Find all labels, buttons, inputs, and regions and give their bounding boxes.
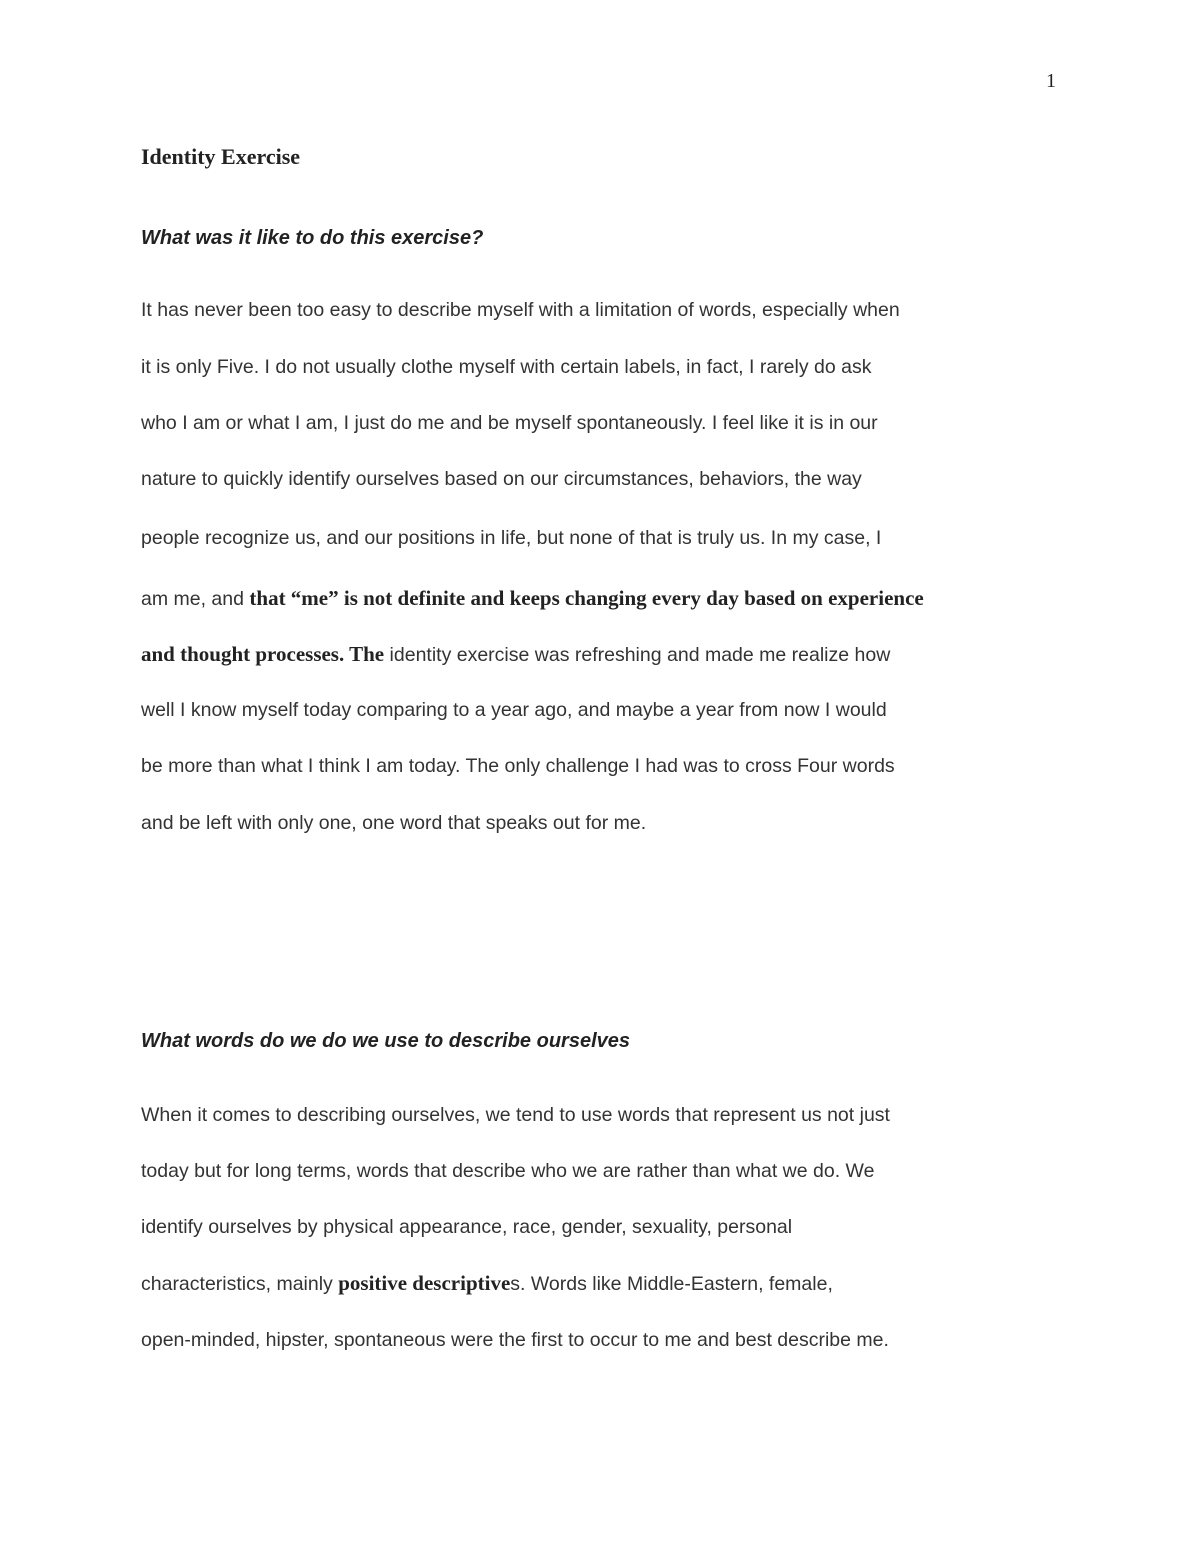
paragraph-line: identify ourselves by physical appearance, race, gender, sexuality, personal bbox=[141, 1216, 793, 1238]
section-heading: What was it like to do this exercise? bbox=[141, 227, 484, 249]
paragraph-line: nature to quickly identify ourselves based on our circumstances, behaviors, the way bbox=[141, 468, 862, 490]
document-title: Identity Exercise bbox=[141, 144, 301, 169]
line-text: s. Words like Middle-Eastern, female, bbox=[510, 1273, 833, 1295]
paragraph-line: people recognize us, and our positions in life, but none of that is truly us. In my case, I bbox=[141, 527, 882, 549]
page-number: 1 bbox=[1046, 70, 1056, 92]
bold-emphasis: and thought processes. The bbox=[141, 642, 385, 666]
line-text: am me, and bbox=[141, 588, 250, 610]
line-text: identity exercise was refreshing and made me realize how bbox=[384, 644, 891, 666]
paragraph-line: and be left with only one, one word that speaks out for me. bbox=[141, 812, 647, 834]
paragraph-line: open-minded, hipster, spontaneous were the first to occur to me and best describe me. bbox=[141, 1329, 889, 1351]
paragraph-line: be more than what I think I am today. The only challenge I had was to cross Four words bbox=[141, 755, 895, 777]
section-heading: What words do we do we use to describe ourselves bbox=[141, 1030, 631, 1052]
paragraph-line-mixed bbox=[141, 642, 890, 667]
paragraph-line: today but for long terms, words that describe who we are rather than what we do. We bbox=[141, 1160, 875, 1182]
line-text: characteristics, mainly bbox=[141, 1273, 339, 1295]
paragraph-line: it is only Five. I do not usually clothe myself with certain labels, in fact, I rarely do ask bbox=[141, 356, 872, 378]
bold-emphasis: that “me” is not definite and keeps changing every day based on experience bbox=[249, 586, 924, 610]
paragraph-line: who I am or what I am, I just do me and be myself spontaneously. I feel like it is in our bbox=[141, 412, 878, 434]
paragraph-line: It has never been too easy to describe myself with a limitation of words, especially when bbox=[141, 299, 900, 321]
paragraph-line-mixed bbox=[141, 586, 924, 611]
paragraph-line: When it comes to describing ourselves, we tend to use words that represent us not just bbox=[141, 1104, 890, 1126]
paragraph-line: well I know myself today comparing to a year ago, and maybe a year from now I would bbox=[141, 699, 887, 721]
bold-emphasis: positive descriptive bbox=[338, 1271, 511, 1295]
paragraph-line-mixed bbox=[141, 1271, 833, 1296]
